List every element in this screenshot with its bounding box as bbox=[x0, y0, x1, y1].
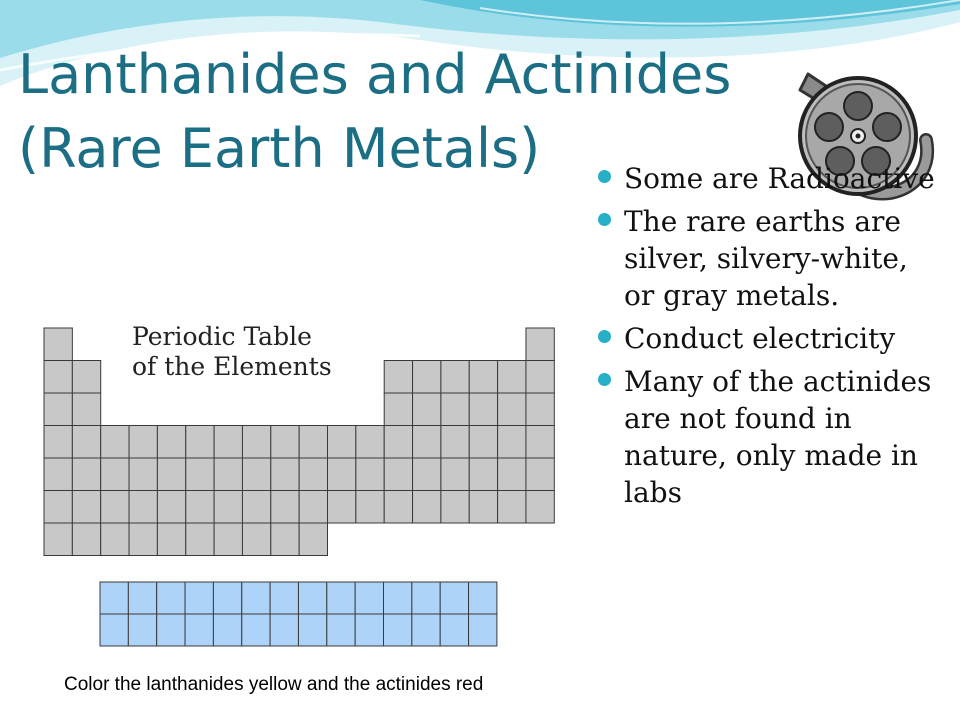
element-cell bbox=[44, 523, 72, 556]
element-cell bbox=[413, 426, 441, 459]
element-cell bbox=[186, 523, 214, 556]
element-cell bbox=[413, 361, 441, 394]
bullet-item bbox=[598, 160, 938, 197]
f-block-cell bbox=[128, 582, 156, 614]
element-cell bbox=[72, 426, 100, 459]
element-cell bbox=[413, 491, 441, 524]
bullet-text: Conduct electricity bbox=[624, 322, 896, 355]
f-block-cell bbox=[355, 614, 383, 646]
bullet-dot-icon bbox=[598, 373, 611, 386]
element-cell bbox=[526, 426, 554, 459]
element-cell bbox=[356, 491, 384, 524]
f-block-cell bbox=[185, 614, 213, 646]
element-cell bbox=[44, 361, 72, 394]
element-cell bbox=[469, 491, 497, 524]
element-cell bbox=[186, 491, 214, 524]
f-block-cell bbox=[270, 614, 298, 646]
f-block-cell bbox=[469, 582, 497, 614]
f-block-cell bbox=[440, 582, 468, 614]
bullet-text: Many of the actinides are not found in nature, only made in labs bbox=[624, 365, 932, 509]
f-block-cell bbox=[469, 614, 497, 646]
f-block-cell bbox=[242, 614, 270, 646]
element-cell bbox=[242, 523, 270, 556]
element-cell bbox=[384, 361, 412, 394]
element-cell bbox=[242, 458, 270, 491]
f-block-cell bbox=[298, 614, 326, 646]
element-cell bbox=[498, 393, 526, 426]
element-cell bbox=[526, 491, 554, 524]
bullet-item bbox=[598, 203, 938, 314]
element-cell bbox=[242, 491, 270, 524]
element-cell bbox=[101, 491, 129, 524]
element-cell bbox=[101, 523, 129, 556]
element-cell bbox=[328, 458, 356, 491]
f-block-cell bbox=[270, 582, 298, 614]
element-cell bbox=[498, 491, 526, 524]
bullet-text: The rare earths are silver, silvery-white, or gray metals. bbox=[624, 205, 908, 312]
element-cell bbox=[441, 393, 469, 426]
f-block-cell bbox=[412, 614, 440, 646]
element-cell bbox=[469, 426, 497, 459]
element-cell bbox=[299, 426, 327, 459]
element-cell bbox=[214, 491, 242, 524]
element-cell bbox=[498, 458, 526, 491]
element-cell bbox=[469, 458, 497, 491]
element-cell bbox=[413, 393, 441, 426]
element-cell bbox=[44, 328, 72, 361]
bullet-item bbox=[598, 320, 938, 357]
periodic-table-title-line-2: of the Elements bbox=[132, 352, 332, 381]
bullet-dot-icon bbox=[598, 330, 611, 343]
element-cell bbox=[328, 491, 356, 524]
f-block-cell bbox=[384, 582, 412, 614]
element-cell bbox=[384, 458, 412, 491]
element-cell bbox=[441, 458, 469, 491]
element-cell bbox=[469, 361, 497, 394]
element-cell bbox=[129, 491, 157, 524]
f-block-cell bbox=[384, 614, 412, 646]
element-cell bbox=[498, 426, 526, 459]
element-cell bbox=[101, 426, 129, 459]
f-block-cell bbox=[242, 582, 270, 614]
element-cell bbox=[526, 361, 554, 394]
element-cell bbox=[72, 393, 100, 426]
element-cell bbox=[157, 491, 185, 524]
f-block-cell bbox=[185, 582, 213, 614]
f-block-cell bbox=[412, 582, 440, 614]
bullet-dot-icon bbox=[598, 213, 611, 226]
element-cell bbox=[44, 426, 72, 459]
caption-instruction: Color the lanthanides yellow and the actinides red bbox=[64, 674, 484, 695]
element-cell bbox=[129, 523, 157, 556]
f-block-cell bbox=[327, 614, 355, 646]
f-block-cell bbox=[157, 614, 185, 646]
f-block-cell bbox=[157, 582, 185, 614]
element-cell bbox=[299, 458, 327, 491]
f-block-cell bbox=[213, 582, 241, 614]
element-cell bbox=[214, 426, 242, 459]
f-block-cell bbox=[298, 582, 326, 614]
periodic-table-image bbox=[14, 312, 598, 662]
bullet-text: Some are Radioactive bbox=[624, 162, 935, 195]
element-cell bbox=[186, 458, 214, 491]
element-cell bbox=[214, 458, 242, 491]
element-cell bbox=[498, 361, 526, 394]
element-cell bbox=[157, 458, 185, 491]
element-cell bbox=[271, 491, 299, 524]
element-cell bbox=[72, 458, 100, 491]
element-cell bbox=[72, 361, 100, 394]
element-cell bbox=[271, 426, 299, 459]
element-cell bbox=[186, 426, 214, 459]
element-cell bbox=[129, 426, 157, 459]
element-cell bbox=[214, 523, 242, 556]
f-block-cell bbox=[100, 614, 128, 646]
element-cell bbox=[526, 328, 554, 361]
f-block-cell bbox=[327, 582, 355, 614]
element-cell bbox=[44, 458, 72, 491]
element-cell bbox=[526, 393, 554, 426]
element-cell bbox=[101, 458, 129, 491]
element-cell bbox=[44, 393, 72, 426]
element-cell bbox=[356, 426, 384, 459]
slide-title-line-1: Lanthanides and Actinides bbox=[18, 43, 732, 106]
element-cell bbox=[526, 458, 554, 491]
slide-title-line-2: (Rare Earth Metals) bbox=[18, 117, 541, 180]
element-cell bbox=[441, 426, 469, 459]
periodic-table-title-line-1: Periodic Table bbox=[132, 322, 312, 351]
element-cell bbox=[72, 523, 100, 556]
element-cell bbox=[384, 426, 412, 459]
element-cell bbox=[384, 491, 412, 524]
f-block-cell bbox=[213, 614, 241, 646]
element-cell bbox=[129, 458, 157, 491]
f-block-cell bbox=[128, 614, 156, 646]
element-cell bbox=[441, 491, 469, 524]
element-cell bbox=[328, 426, 356, 459]
element-cell bbox=[44, 491, 72, 524]
element-cell bbox=[242, 426, 270, 459]
element-cell bbox=[271, 523, 299, 556]
f-block-cell bbox=[440, 614, 468, 646]
element-cell bbox=[157, 426, 185, 459]
element-cell bbox=[413, 458, 441, 491]
element-cell bbox=[271, 458, 299, 491]
element-cell bbox=[384, 393, 412, 426]
element-cell bbox=[441, 361, 469, 394]
periodic-table-title bbox=[132, 322, 382, 382]
f-block-cell bbox=[355, 582, 383, 614]
bullet-list bbox=[598, 160, 938, 517]
element-cell bbox=[469, 393, 497, 426]
element-cell bbox=[72, 491, 100, 524]
bullet-dot-icon bbox=[598, 170, 611, 183]
element-cell bbox=[157, 523, 185, 556]
element-cell bbox=[299, 491, 327, 524]
f-block-cell bbox=[100, 582, 128, 614]
element-cell bbox=[299, 523, 327, 556]
bullet-item bbox=[598, 363, 938, 511]
element-cell bbox=[356, 458, 384, 491]
